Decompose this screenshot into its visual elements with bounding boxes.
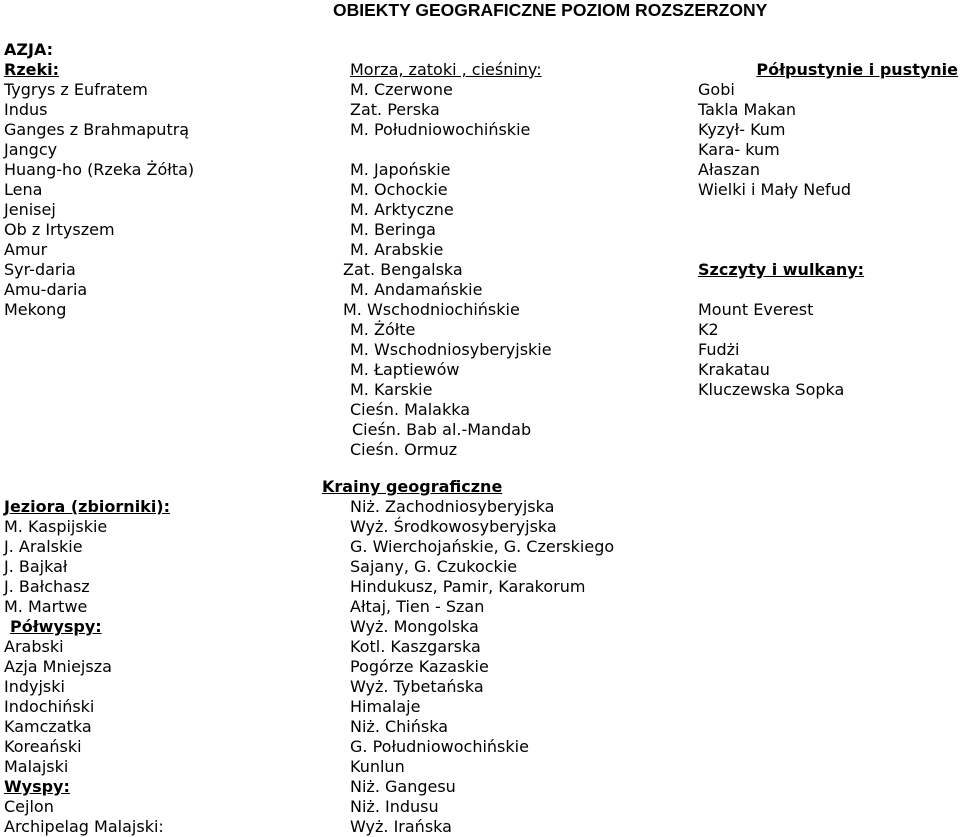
region-item: Hindukusz, Pamir, Karakorum [350, 577, 586, 596]
peaks-heading: Szczyty i wulkany: [698, 260, 865, 279]
lake-item: J. Bałchasz [4, 577, 90, 596]
region-item: Niż. Chińska [350, 717, 449, 736]
river-item: Mekong [4, 300, 67, 319]
lake-item: J. Bajkał [4, 557, 68, 576]
sea-item: M. Ochockie [350, 180, 448, 199]
river-item: Jangcy [4, 140, 58, 159]
river-item: Tygrys z Eufratem [4, 80, 148, 99]
sea-item: Cieśn. Malakka [350, 400, 471, 419]
region-item: Kotl. Kaszgarska [350, 637, 481, 656]
region-item: Ałtaj, Tien - Szan [350, 597, 485, 616]
desert-item: Takla Makan [698, 100, 797, 119]
lake-item: J. Aralskie [4, 537, 83, 556]
region-item: Wyż. Mongolska [350, 617, 479, 636]
deserts-heading: Półpustynie i pustynie [756, 60, 958, 79]
peninsula-item: Kamczatka [4, 717, 92, 736]
sea-item: M. Żółte [350, 320, 416, 339]
region-item: G. Wierchojańskie, G. Czerskiego [350, 537, 615, 556]
lake-item: M. Kaspijskie [4, 517, 108, 536]
peak-item: Kluczewska Sopka [698, 380, 845, 399]
rivers-heading: Rzeki: [4, 60, 60, 79]
river-item: Jenisej [4, 200, 56, 219]
lakes-heading: Jeziora (zbiorniki): [4, 497, 171, 516]
sea-item: Cieśn. Ormuz [350, 440, 458, 459]
river-item: Ganges z Brahmaputrą [4, 120, 190, 139]
region-item: Wyż. Tybetańska [350, 677, 484, 696]
river-item: Lena [4, 180, 43, 199]
desert-item: Ałaszan [698, 160, 760, 179]
sea-item: M. Łaptiewów [350, 360, 460, 379]
island-item: Cejlon [4, 797, 54, 816]
region-item: Pogórze Kazaskie [350, 657, 489, 676]
river-item: Huang-ho (Rzeka Żółta) [4, 160, 195, 179]
region-item: Niż. Indusu [350, 797, 439, 816]
sea-item: M. Czerwone [350, 80, 453, 99]
peak-item: Krakatau [698, 360, 770, 379]
sea-item: Zat. Perska [350, 100, 440, 119]
lake-item: M. Martwe [4, 597, 88, 616]
desert-item: Gobi [698, 80, 735, 99]
peak-item: K2 [698, 320, 719, 339]
region-item: Sajany, G. Czukockie [350, 557, 518, 576]
peninsula-item: Azja Mniejsza [4, 657, 112, 676]
sea-item: Cieśn. Bab al.-Mandab [352, 420, 532, 439]
region-item: Niż. Gangesu [350, 777, 456, 796]
river-item: Ob z Irtyszem [4, 220, 115, 239]
region-item: Wyż. Irańska [350, 817, 452, 836]
region-item: G. Południowochińskie [350, 737, 529, 756]
island-item: Archipelag Malajski: [4, 817, 164, 836]
desert-item: Wielki i Mały Nefud [698, 180, 851, 199]
page-title: OBIEKTY GEOGRAFICZNE POZIOM ROZSZERZONY [333, 0, 768, 20]
continent-heading: AZJA: [4, 40, 54, 59]
region-item: Wyż. Środkowosyberyjska [350, 517, 557, 536]
sea-item: M. Wschodniosyberyjskie [350, 340, 552, 359]
river-item: Amur [4, 240, 48, 259]
peak-item: Fudżi [698, 340, 740, 359]
region-item: Kunlun [350, 757, 405, 776]
river-item: Amu-daria [4, 280, 88, 299]
river-item: Indus [4, 100, 48, 119]
peninsulas-heading: Półwyspy: [10, 617, 102, 636]
sea-item: M. Południowochińskie [350, 120, 531, 139]
sea-item: M. Arktyczne [350, 200, 454, 219]
desert-item: Kyzył- Kum [698, 120, 786, 139]
region-item: Niż. Zachodniosyberyjska [350, 497, 555, 516]
region-item: Himalaje [350, 697, 421, 716]
islands-heading: Wyspy: [4, 777, 70, 796]
sea-item: M. Karskie [350, 380, 433, 399]
sea-item: M. Beringa [350, 220, 436, 239]
peninsula-item: Koreański [4, 737, 82, 756]
peninsula-item: Arabski [4, 637, 64, 656]
sea-item: M. Arabskie [350, 240, 444, 259]
river-item: Syr-daria [4, 260, 76, 279]
peninsula-item: Indochiński [4, 697, 95, 716]
sea-item: M. Wschodniochińskie [343, 300, 520, 319]
regions-heading: Krainy geograficzne [322, 477, 503, 496]
peninsula-item: Malajski [4, 757, 69, 776]
desert-item: Kara- kum [698, 140, 780, 159]
sea-item: M. Japońskie [350, 160, 451, 179]
seas-heading: Morza, zatoki , cieśniny: [350, 60, 542, 79]
sea-item: Zat. Bengalska [343, 260, 463, 279]
sea-item: M. Andamańskie [350, 280, 483, 299]
peninsula-item: Indyjski [4, 677, 65, 696]
peak-item: Mount Everest [698, 300, 814, 319]
